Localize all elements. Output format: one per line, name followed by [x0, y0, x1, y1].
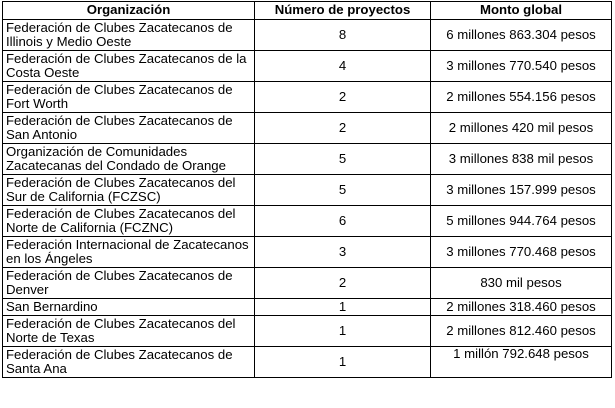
project-count-cell: 3	[255, 237, 431, 268]
organization-cell: Federación de Clubes Zacatecanos de Illinois y Medio Oeste	[3, 20, 255, 51]
amount-cell: 6 millones 863.304 pesos	[431, 20, 612, 51]
project-count-cell: 4	[255, 51, 431, 82]
table-row	[3, 347, 612, 378]
table-header-row	[3, 2, 612, 20]
table-row	[3, 316, 612, 347]
project-count-cell: 1	[255, 316, 431, 347]
project-count-cell: 1	[255, 299, 431, 316]
organization-cell: San Bernardino	[3, 299, 255, 316]
table-row	[3, 82, 612, 113]
organization-cell: Federación de Clubes Zacatecanos de Fort Worth	[3, 82, 255, 113]
project-count-cell: 1	[255, 347, 431, 378]
table-row	[3, 51, 612, 82]
table-row	[3, 175, 612, 206]
amount-cell: 830 mil pesos	[431, 268, 612, 299]
organization-cell: Federación de Clubes Zacatecanos del Norte de California (FCZNC)	[3, 206, 255, 237]
organization-cell: Federación de Clubes Zacatecanos del Sur de California (FCZSC)	[3, 175, 255, 206]
amount-cell: 1 millón 792.648 pesos	[431, 347, 612, 378]
organization-cell: Federación Internacional de Zacatecanos en los Ángeles	[3, 237, 255, 268]
projects-table	[2, 1, 612, 378]
amount-cell: 3 millones 770.540 pesos	[431, 51, 612, 82]
amount-cell: 3 millones 157.999 pesos	[431, 175, 612, 206]
table-row	[3, 299, 612, 316]
header-project-count: Número de proyectos	[255, 2, 431, 20]
header-global-amount: Monto global	[431, 2, 612, 20]
organization-cell: Federación de Clubes Zacatecanos de San Antonio	[3, 113, 255, 144]
project-count-cell: 2	[255, 268, 431, 299]
table-row	[3, 113, 612, 144]
organization-cell: Federación de Clubes Zacatecanos de Santa Ana	[3, 347, 255, 378]
amount-cell: 5 millones 944.764 pesos	[431, 206, 612, 237]
table-row	[3, 20, 612, 51]
amount-cell: 3 millones 838 mil pesos	[431, 144, 612, 175]
amount-cell: 2 millones 554.156 pesos	[431, 82, 612, 113]
project-count-cell: 5	[255, 144, 431, 175]
table-row	[3, 206, 612, 237]
organization-cell: Organización de Comunidades Zacatecanas del Condado de Orange	[3, 144, 255, 175]
project-count-cell: 2	[255, 82, 431, 113]
table-row	[3, 237, 612, 268]
organization-cell: Federación de Clubes Zacatecanos de Denver	[3, 268, 255, 299]
table-row	[3, 268, 612, 299]
project-count-cell: 2	[255, 113, 431, 144]
header-organization: Organización	[3, 2, 255, 20]
project-count-cell: 8	[255, 20, 431, 51]
amount-cell: 2 millones 318.460 pesos	[431, 299, 612, 316]
amount-cell: 2 millones 420 mil pesos	[431, 113, 612, 144]
project-count-cell: 6	[255, 206, 431, 237]
organization-cell: Federación de Clubes Zacatecanos del Norte de Texas	[3, 316, 255, 347]
amount-cell: 3 millones 770.468 pesos	[431, 237, 612, 268]
amount-cell: 2 millones 812.460 pesos	[431, 316, 612, 347]
table-row	[3, 144, 612, 175]
organization-cell: Federación de Clubes Zacatecanos de la Costa Oeste	[3, 51, 255, 82]
project-count-cell: 5	[255, 175, 431, 206]
